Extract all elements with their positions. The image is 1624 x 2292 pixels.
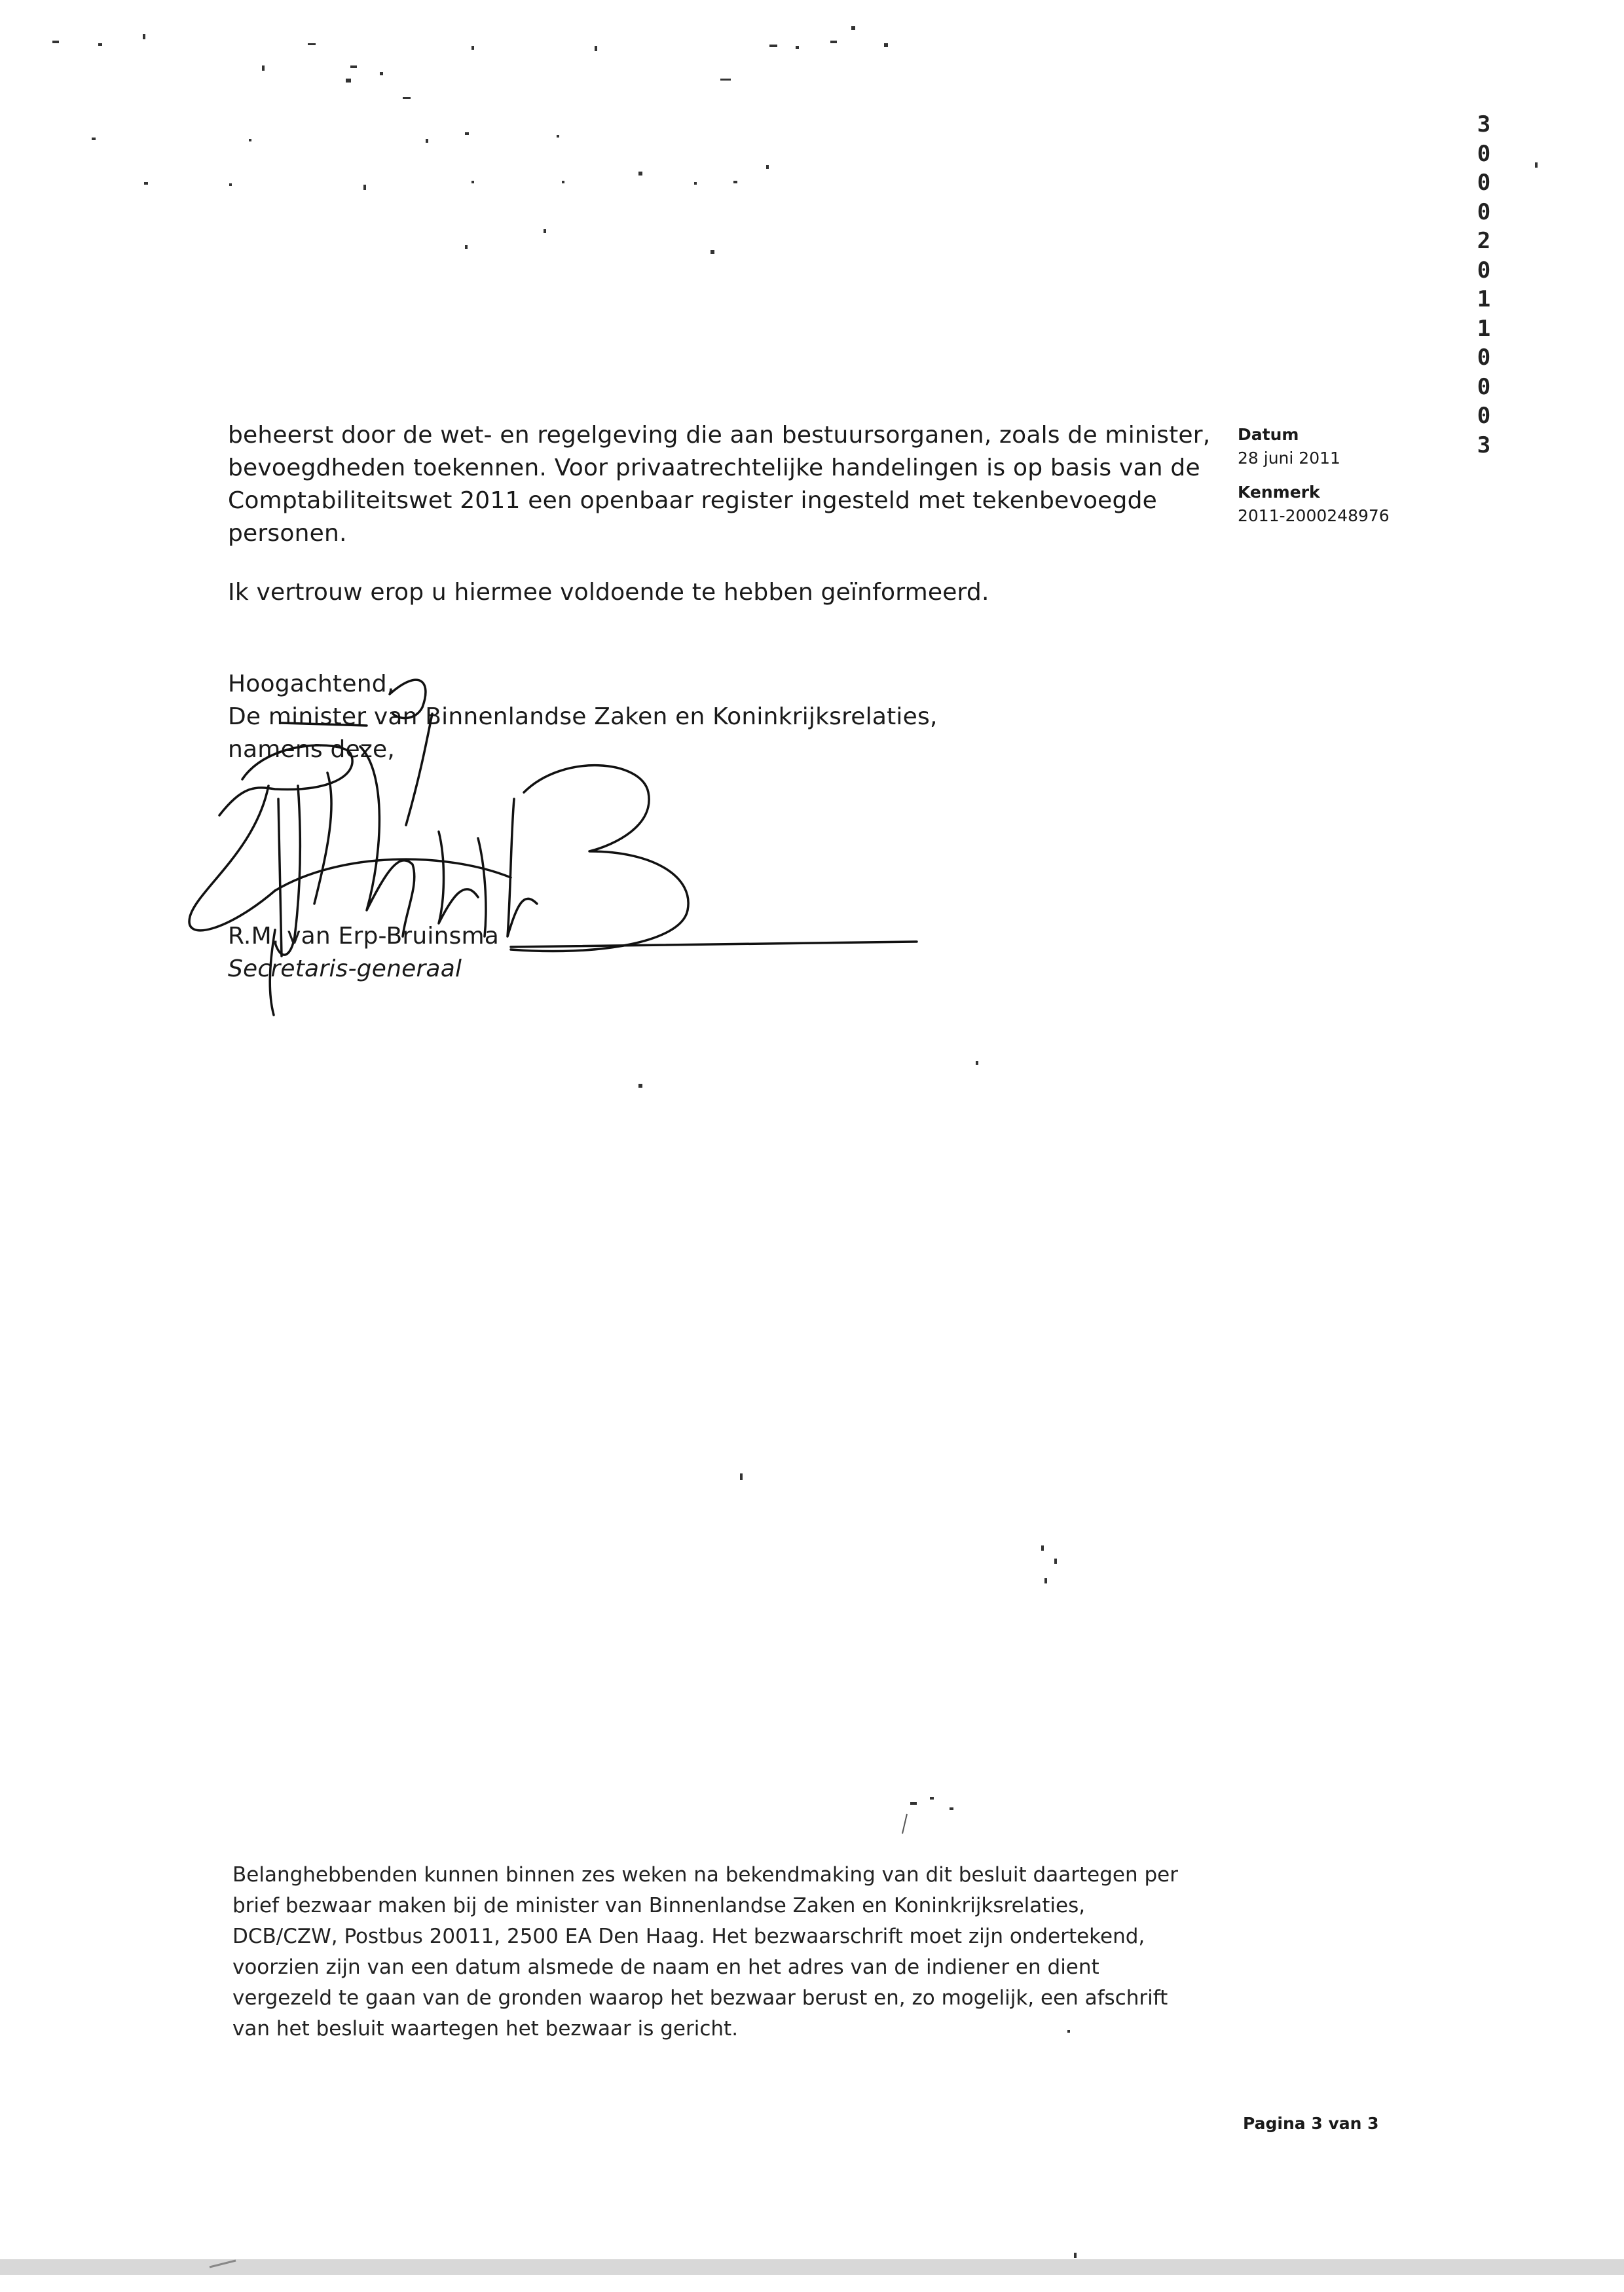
reference-block	[1238, 481, 1390, 528]
reference-value: 2011-2000248976	[1238, 506, 1390, 525]
objection-notice	[232, 1860, 1247, 2044]
sender-organisation: De minister van Binnenlandse Zaken en Koninkrijksrelaties,	[228, 703, 938, 730]
salutation: Hoogachtend,	[228, 671, 395, 697]
stamp-digit: 0	[1477, 257, 1491, 284]
reference-label: Kenmerk	[1238, 483, 1320, 502]
body-line: Comptabiliteitswet 2011 een openbaar register ingesteld met tekenbevoegde	[228, 487, 1157, 514]
stamp-digit: 0	[1477, 140, 1491, 167]
stamp-digit: 1	[1477, 286, 1491, 312]
notice-line: van het besluit waartegen het bezwaar is gericht.	[232, 2017, 739, 2041]
on-behalf-line: namens deze,	[228, 736, 395, 763]
stamp-digit: 0	[1477, 170, 1491, 196]
date-block	[1238, 423, 1340, 470]
signatory-title: Secretaris-generaal	[228, 955, 462, 982]
stamp-digit: 3	[1477, 432, 1491, 458]
stamp-digit: 0	[1477, 373, 1491, 400]
notice-line: voorzien zijn van een datum alsmede de naam en het adres van de indiener en dient	[232, 1955, 1099, 1979]
body-line: personen.	[228, 520, 347, 547]
notice-line: brief bezwaar maken bij de minister van Binnenlandse Zaken en Koninkrijksrelaties,	[232, 1894, 1086, 1917]
body-line: beheerst door de wet- en regelgeving die aan bestuursorganen, zoals de minister,	[228, 422, 1211, 449]
stamp-digit: 3	[1477, 111, 1491, 138]
body-line: bevoegdheden toekennen. Voor privaatrechtelijke handelingen is op basis van de	[228, 454, 1200, 481]
stamp-digit: 1	[1477, 315, 1491, 342]
stamp-digit: 2	[1477, 228, 1491, 254]
notice-line: Belanghebbenden kunnen binnen zes weken na bekendmaking van dit besluit daartegen per	[232, 1863, 1178, 1887]
signatory-name: R.M. van Erp-Bruinsma	[228, 923, 500, 950]
stamp-digit: 0	[1477, 198, 1491, 225]
date-value: 28 juni 2011	[1238, 449, 1340, 468]
notice-line: DCB/CZW, Postbus 20011, 2500 EA Den Haag. Het bezwaarschrift moet zijn ondertekend,	[232, 1925, 1145, 1948]
stamped-document-number	[1468, 110, 1500, 460]
page-number: Pagina 3 van 3	[1243, 2114, 1379, 2133]
closing-sentence: Ik vertrouw erop u hiermee voldoende te hebben geïnformeerd.	[228, 579, 989, 606]
stamp-digit: 0	[1477, 344, 1491, 371]
stamp-digit: 0	[1477, 403, 1491, 429]
date-label: Datum	[1238, 425, 1299, 444]
notice-line: vergezeld te gaan van de gronden waarop het bezwaar berust en, zo mogelijk, een afschrift	[232, 1986, 1168, 2010]
body-paragraph	[228, 419, 1210, 550]
